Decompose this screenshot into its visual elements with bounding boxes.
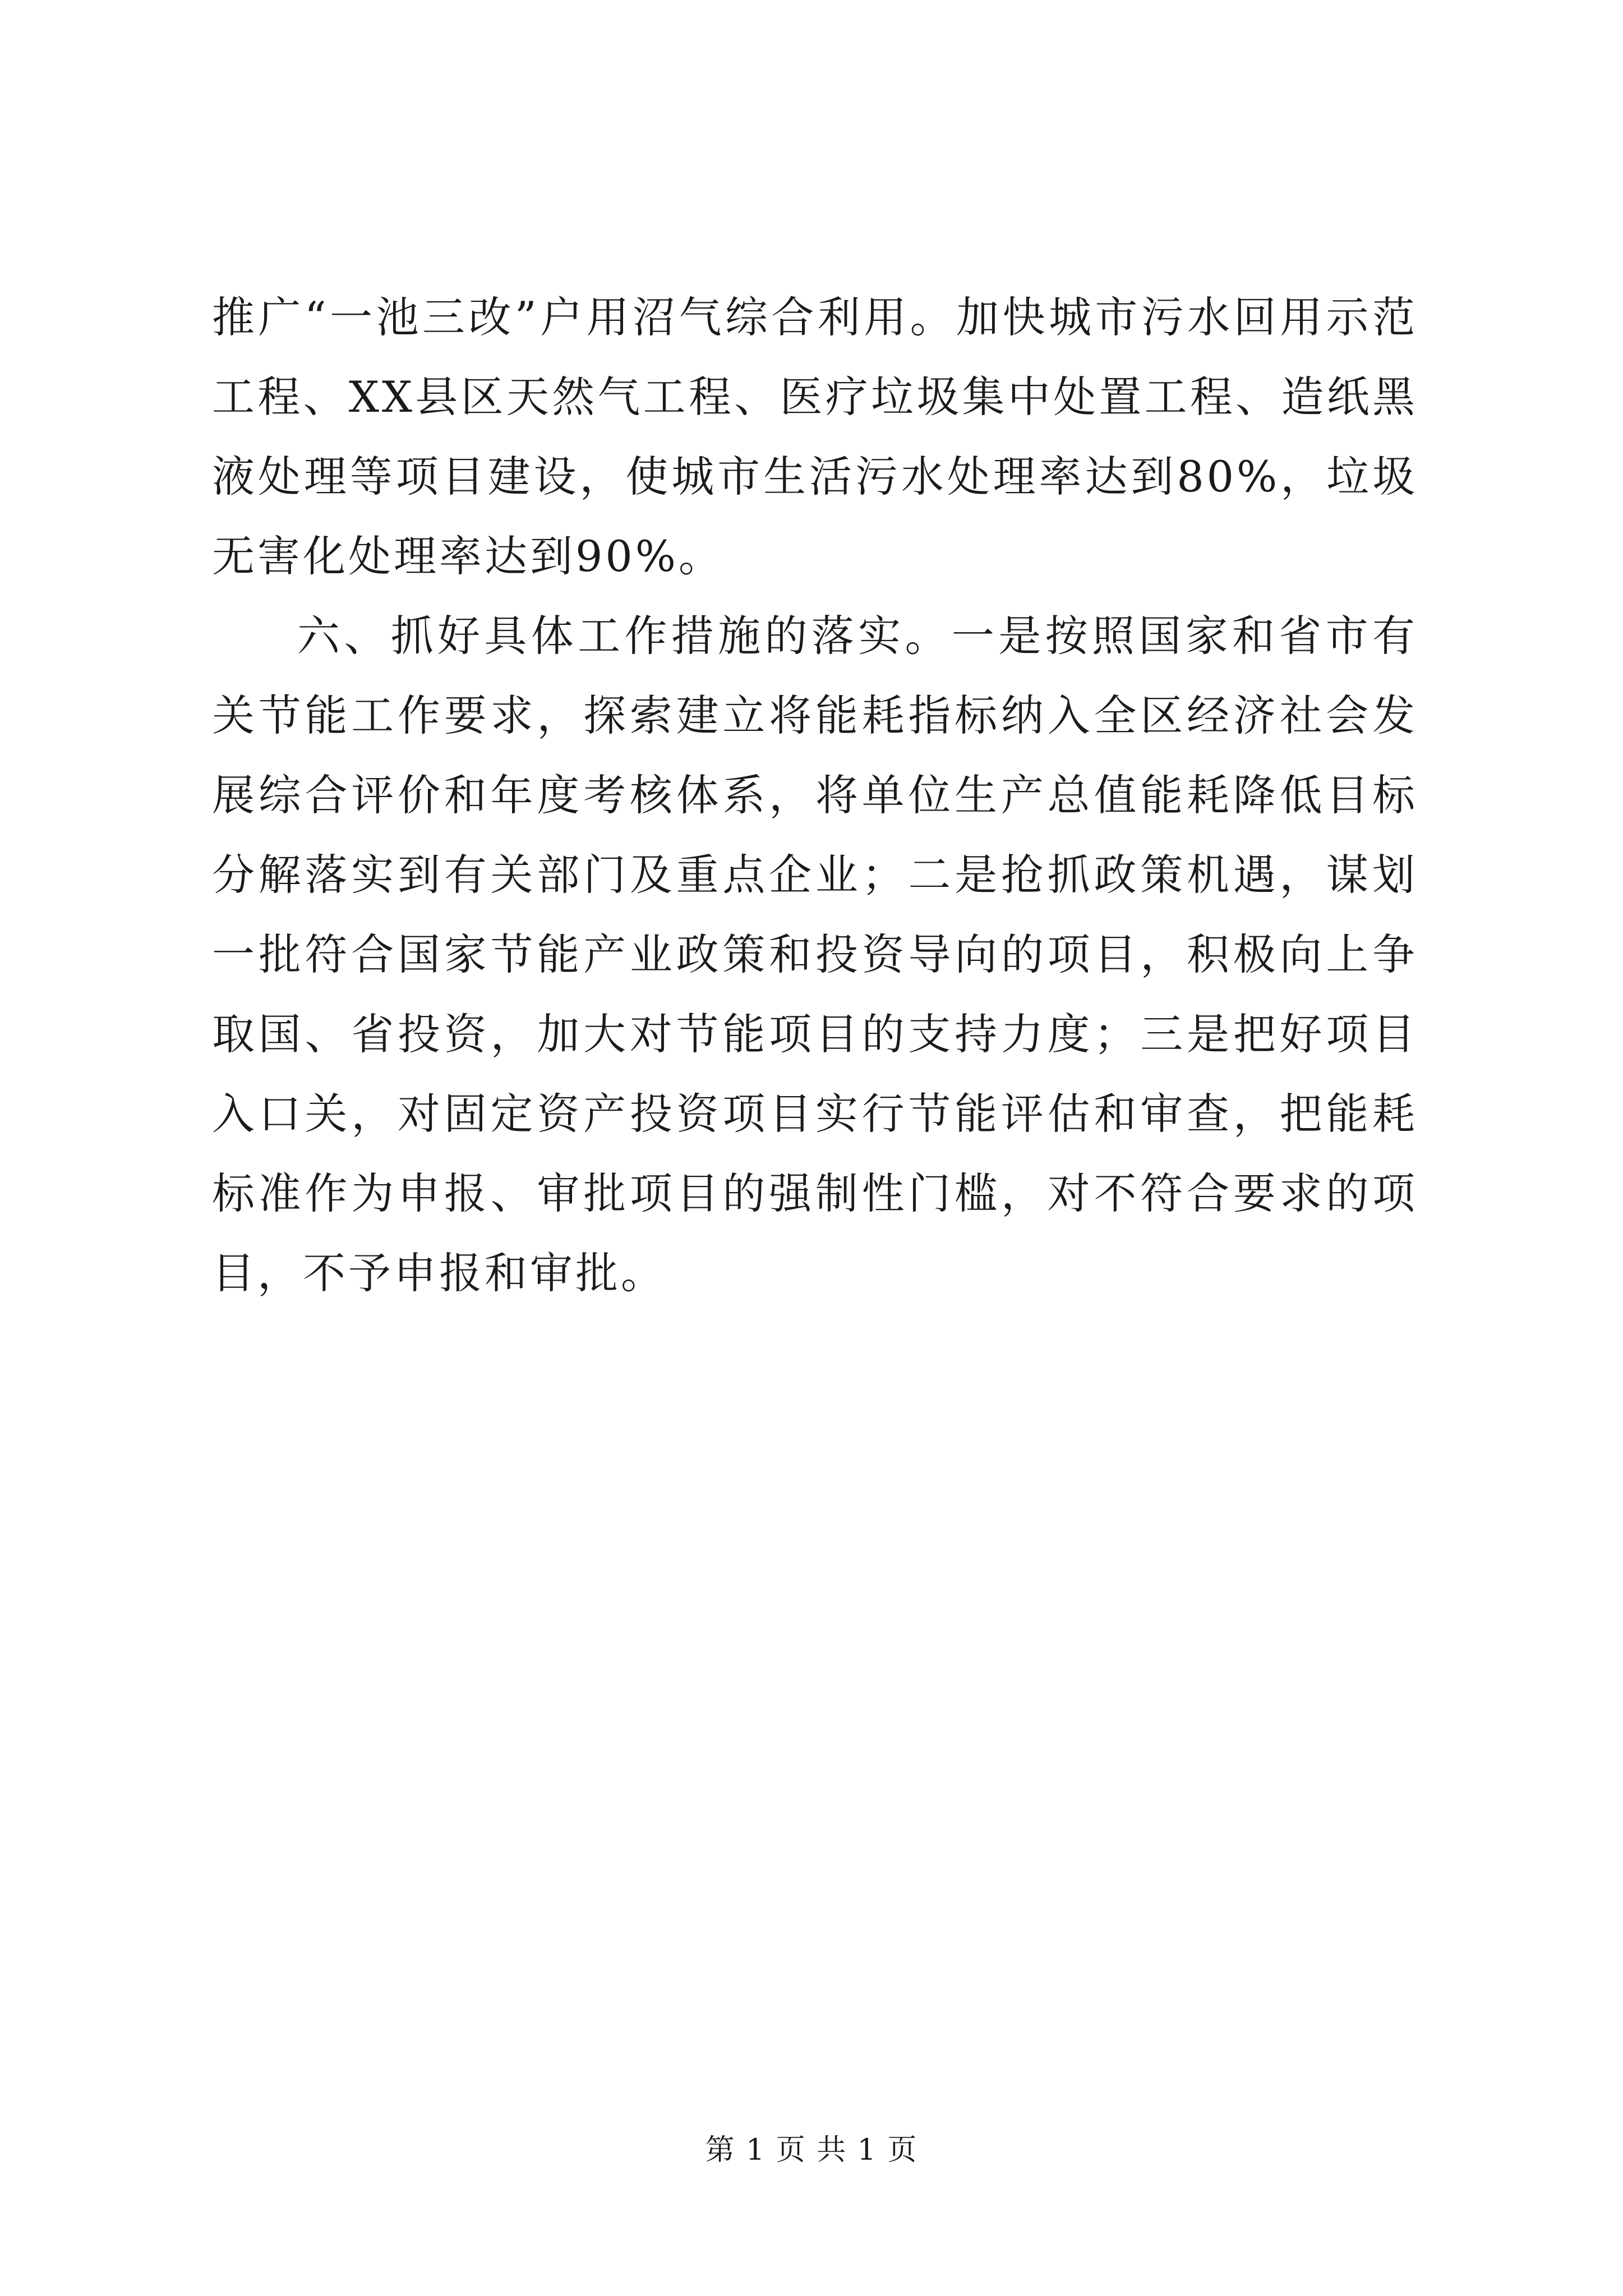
paragraph-section-six: 六、抓好具体工作措施的落实。一是按照国家和省市有关节能工作要求，探索建立将能耗指标纳入全区经济社会发展综合评价和年度考核体系，将单位生产总值能耗降低目标分解落实到有关部门及重点企业；二是抢抓政策机遇，谋划一批符合国家节能产业政策和投资导向的项目，积极向上争取国、省投资，加大对节能项目的支持力度；三是把好项目入口关，对固定资产投资项目实行节能评估和审查，把能耗标准作为申报、审批项目的强制性门槛，对不符合要求的项目，不予申报和审批。: [212, 611, 1418, 1298]
document-body: [212, 278, 1418, 1313]
page-footer: 第 1 页 共 1 页: [705, 2133, 918, 2167]
paragraph-continuation: 推广“一池三改”户用沼气综合利用。加快城市污水回用示范工程、XX县区天然气工程、医疗垃圾集中处置工程、造纸黑液处理等项目建设，使城市生活污水处理率达到80%，垃圾无害化处理率达到90%。: [212, 292, 1418, 581]
